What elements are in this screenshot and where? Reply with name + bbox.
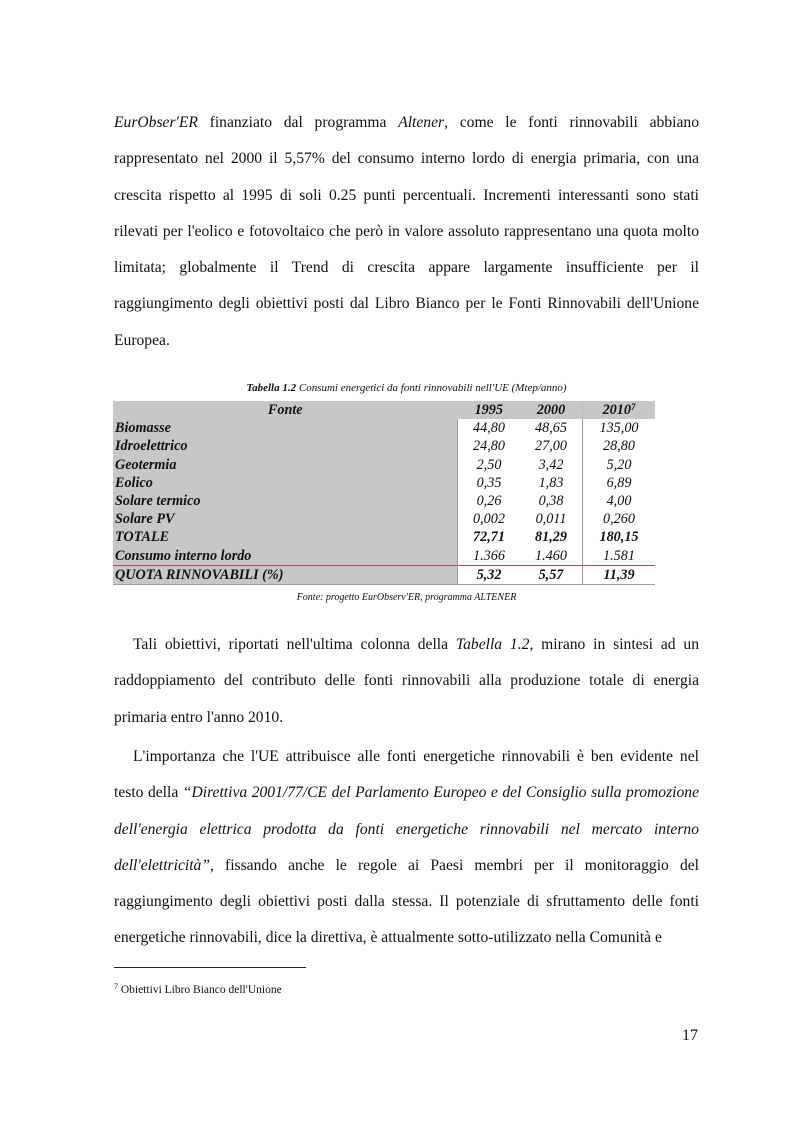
row-label: Idroelettrico <box>113 437 458 455</box>
paragraph-3-text-a: L'importanza che l'UE attribuisce alle fonti energetiche rinnovabili è ben evidente nel testo della <box>114 748 699 802</box>
cell-1995: 72,71 <box>458 528 521 546</box>
row-label: Consumo interno lordo <box>113 547 458 566</box>
table-source: Fonte: progetto EurObserv'ER, programma ALTENER <box>296 592 517 603</box>
cell-2010: 180,15 <box>583 528 656 546</box>
footnote-divider <box>114 967 306 968</box>
row-label: Solare PV <box>113 510 458 528</box>
cell-2000: 0,38 <box>520 492 583 510</box>
cell-2010: 28,80 <box>583 437 656 455</box>
cell-1995: 44,80 <box>458 419 521 437</box>
cell-2010: 135,00 <box>583 419 656 437</box>
table-caption <box>114 382 699 394</box>
paragraph-2-text-a: Tali obiettivi, riportati nell'ultima colonna della <box>133 636 456 653</box>
cell-1995: 2,50 <box>458 456 521 474</box>
paragraph-1-text-a: finanziato dal programma <box>197 114 399 131</box>
row-label: TOTALE <box>113 528 458 546</box>
table-row <box>113 474 655 492</box>
table-caption-text: Consumi energetici da fonti rinnovabili nell'UE (Mtep/anno) <box>296 382 567 394</box>
header-fonte: Fonte <box>113 401 458 419</box>
table-row <box>113 456 655 474</box>
row-label: QUOTA RINNOVABILI (%) <box>113 565 458 584</box>
cell-2000: 1,83 <box>520 474 583 492</box>
header-1995: 1995 <box>458 401 521 419</box>
table-header-row <box>113 401 655 419</box>
table-row <box>113 547 655 566</box>
row-label: Biomasse <box>113 419 458 437</box>
header-2010-text: 2010 <box>602 402 631 418</box>
table-row <box>113 492 655 510</box>
footnote-number: 7 <box>114 982 118 991</box>
cell-2010: 11,39 <box>583 565 656 584</box>
cell-2010: 5,20 <box>583 456 656 474</box>
table-caption-label: Tabella 1.2 <box>246 382 297 394</box>
paragraph-2-text-b: , mirano in sintesi ad un raddoppiamento del contributo delle fonti rinnovabili alla produzione totale di energia primaria entro l'anno 2010. <box>114 636 699 726</box>
cell-2000: 48,65 <box>520 419 583 437</box>
row-label: Solare termico <box>113 492 458 510</box>
cell-2010: 4,00 <box>583 492 656 510</box>
em-altener: Altener <box>398 114 445 131</box>
em-direttiva-title: “Direttiva 2001/77/CE del Parlamento Europeo e del Consiglio sulla promozione dell'energia elettrica prodotta da fonti energetiche rinnovabili nel mercato interno dell'elettricità” <box>114 784 699 874</box>
cell-2010: 6,89 <box>583 474 656 492</box>
table-row <box>113 510 655 528</box>
cell-2000: 81,29 <box>520 528 583 546</box>
cell-1995: 0,26 <box>458 492 521 510</box>
table-row <box>113 437 655 455</box>
cell-2000: 0,011 <box>520 510 583 528</box>
footnote-text: Obiettivi Libro Bianco dell'Unione <box>118 984 282 996</box>
page-number: 17 <box>682 1027 698 1044</box>
row-label: Eolico <box>113 474 458 492</box>
paragraph-1 <box>114 105 699 359</box>
table-row <box>113 419 655 437</box>
paragraph-1-text-b: , come le fonti rinnovabili abbiano rappresentato nel 2000 il 5,57% del consumo interno lordo di energia primaria, con una crescita rispetto al 1995 di soli 0.25 punti percentuali. Incrementi interessanti sono stati rilevati per l'eolico e fotovoltaico che però in valore assoluto rappresentano una quota molto limitata; globalmente il Trend di crescita appare largamente insufficiente per il raggiungimento degli obiettivi posti dal Libro Bianco per le Fonti Rinnovabili dell'Unione Europea. <box>114 114 700 349</box>
cell-1995: 1.366 <box>458 547 521 566</box>
paragraph-3-text-b: , fissando anche le regole ai Paesi membri per il monitoraggio del raggiungimento degli obiettivi posti dalla stessa. Il potenziale di sfruttamento delle fonti energetiche rinnovabili, dice la direttiva, è attualmente sotto-utilizzato nella Comunità e <box>114 856 699 947</box>
table-row-quota <box>113 565 655 584</box>
cell-2000: 1.460 <box>520 547 583 566</box>
footnote <box>114 984 282 996</box>
table-row-totale <box>113 528 655 546</box>
cell-2010: 0,260 <box>583 510 656 528</box>
cell-2000: 5,57 <box>520 565 583 584</box>
em-eurobserver: EurObser'ER <box>114 114 198 131</box>
energy-table <box>113 401 655 585</box>
cell-2000: 3,42 <box>520 456 583 474</box>
cell-2000: 27,00 <box>520 437 583 455</box>
paragraph-2 <box>114 627 699 736</box>
cell-1995: 24,80 <box>458 437 521 455</box>
cell-1995: 0,002 <box>458 510 521 528</box>
cell-2010: 1.581 <box>583 547 656 566</box>
em-tabella-ref: Tabella 1.2 <box>455 636 530 653</box>
row-label: Geotermia <box>113 456 458 474</box>
header-2010 <box>583 401 656 419</box>
cell-1995: 0,35 <box>458 474 521 492</box>
header-2000: 2000 <box>520 401 583 419</box>
paragraph-3 <box>114 739 699 957</box>
header-2010-footnote-ref: 7 <box>630 402 636 412</box>
cell-1995: 5,32 <box>458 565 521 584</box>
